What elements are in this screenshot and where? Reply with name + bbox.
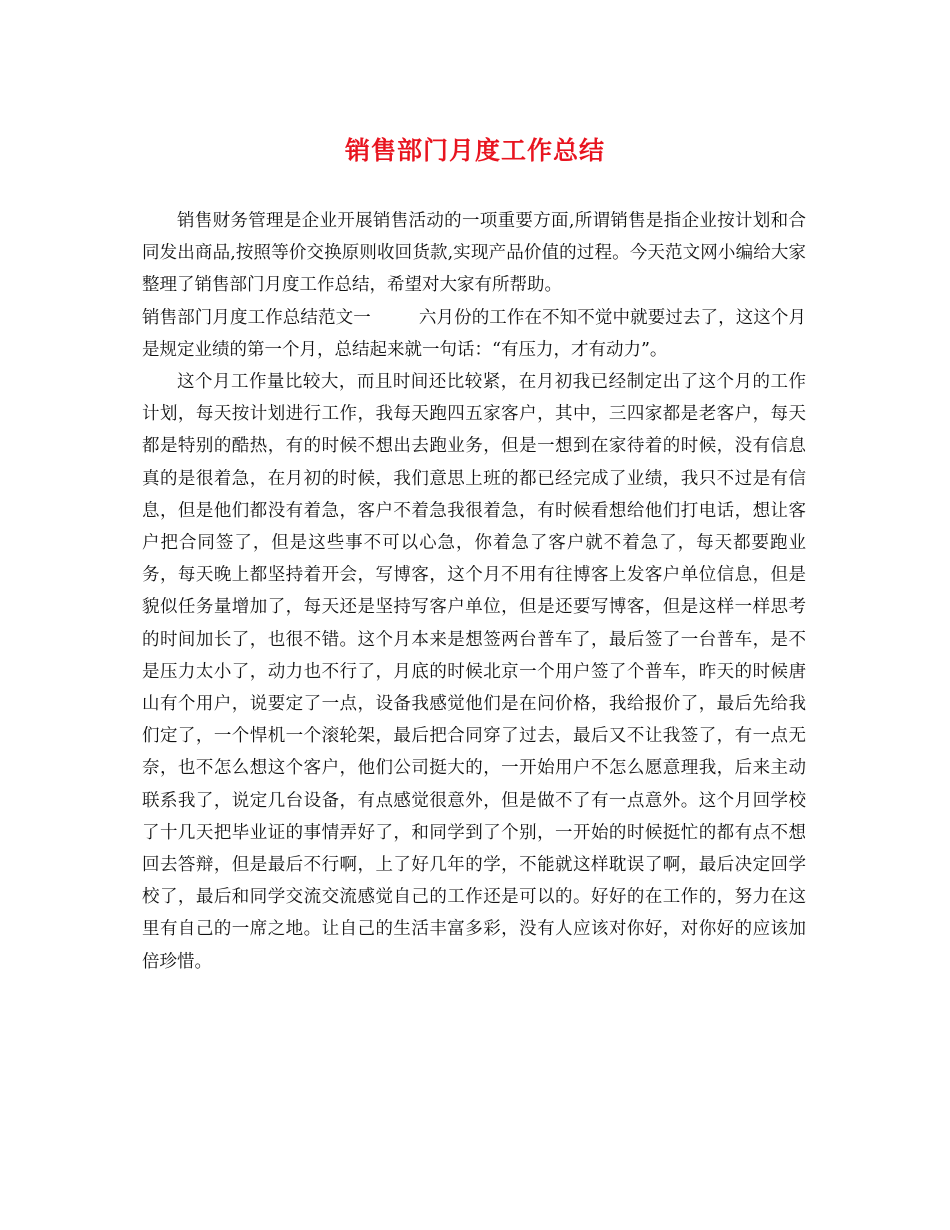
main-paragraph: 这个月工作量比较大，而且时间还比较紧，在月初我已经制定出了这个月的工作计划，每天按计划进行工作，我每天跑四五家客户，其中，三四家都是老客户，每天都是特别的酷热，有的时候不想出去跑业务，但是一想到在家待着的时候，没有信息真的是很着急，在月初的时候，我们意思上班的都已经完成了业绩，我只不过是有信息，但是他们都没有着急，客户不着急我很着急，有时候看想给他们打电话，想让客户把合同签了，但是这些事不可以心急，你着急了客户就不着急了，每天都要跑业务，每天晚上都坚持着开会，写博客，这个月不用有往博客上发客户单位信息，但是貌似任务量增加了，每天还是坚持写客户单位，但是还要写博客，但是这样一样思考的时间加长了，也很不错。这个月本来是想签两台普车了，最后签了一台普车，是不是压力太小了，动力也不行了，月底的时候北京一个用户签了个普车，昨天的时候唐山有个用户，说要定了一点，设备我感觉他们是在问价格，我给报价了，最后先给我们定了，一个悍机一个滚轮架，最后把合同穿了过去，最后又不让我签了，有一点无奈，也不怎么想这个客户，他们公司挺大的，一开始用户不怎么愿意理我，后来主动联系我了，说定几台设备，有点感觉很意外，但是做不了有一点意外。这个月回学校了十几天把毕业证的事情弄好了，和同学到了个别，一开始的时候挺忙的都有点不想回去答辩，但是最后不行啊，上了好几年的学，不能就这样耽误了啊，最后决定回学校了，最后和同学交流交流感觉自己的工作还是可以的。好好的在工作的，努力在这里有自己的一席之地。让自己的生活丰富多彩，没有人应该对你好，对你好的应该加倍珍惜。 <box>142 372 806 972</box>
section-opening-text: 六月份的工作在不知不觉中就要过去了，这这个月是规定业绩的第一个月，总结起来就一句话：“有压力，才有动力”。 <box>142 307 807 360</box>
document-title: 销售部门月度工作总结 <box>344 136 605 165</box>
section-heading: 销售部门月度工作总结范文一 <box>142 307 371 328</box>
intro-paragraph: 销售财务管理是企业开展销售活动的一项重要方面,所谓销售是指企业按计划和合同发出商品,按照等价交换原则收回货款,实现产品价值的过程。今天范文网小编给大家整理了销售部门月度工作总结，希望对大家有所帮助。 <box>142 211 806 296</box>
document-body <box>142 205 806 978</box>
section-paragraph <box>142 302 806 366</box>
